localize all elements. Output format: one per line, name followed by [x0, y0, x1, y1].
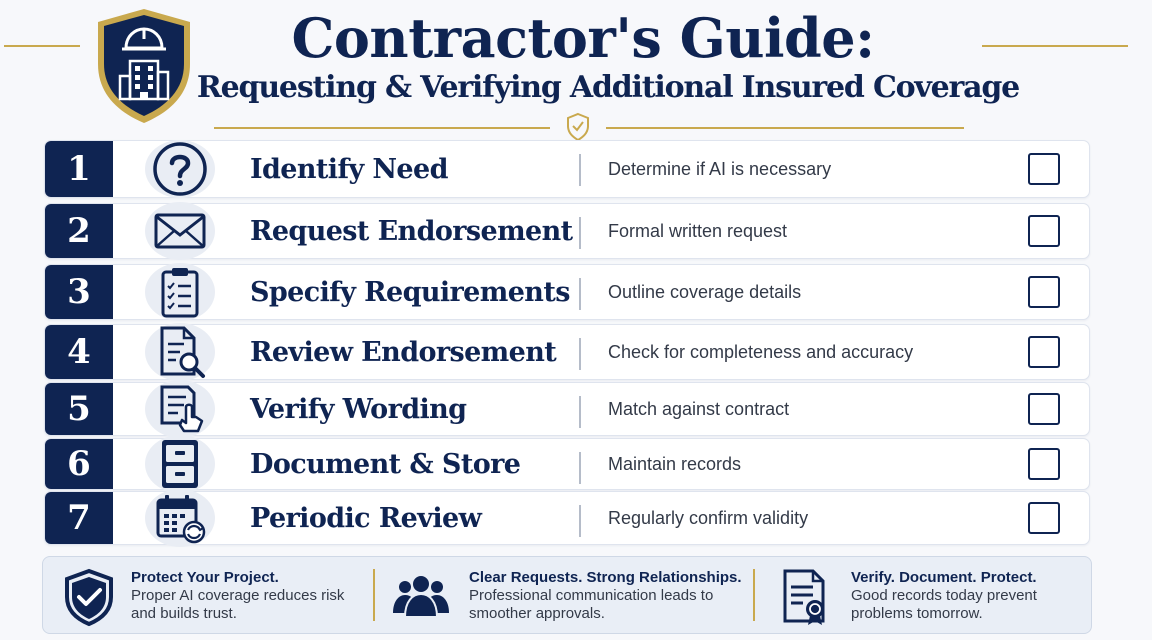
- step-description: Check for completeness and accuracy: [608, 341, 914, 362]
- step-description: Determine if AI is necessary: [608, 158, 832, 179]
- footer-body: Professional communication leads to smoother approvals.: [469, 587, 714, 622]
- certificate-document-icon: [777, 567, 837, 627]
- divider: [579, 217, 581, 249]
- step-description: Outline coverage details: [608, 281, 802, 302]
- divider: [579, 452, 581, 484]
- step-row: [44, 264, 1090, 320]
- step-checkbox[interactable]: [1028, 336, 1060, 368]
- footer-divider: [373, 569, 375, 621]
- step-description: Match against contract: [608, 398, 790, 419]
- step-title: Identify Need: [250, 153, 448, 185]
- document-pointer-icon: [152, 381, 208, 437]
- step-number: 7: [45, 492, 113, 544]
- footer-divider: [753, 569, 755, 621]
- step-number: 5: [45, 383, 113, 435]
- step-checkbox[interactable]: [1028, 276, 1060, 308]
- footer-heading: Verify. Document. Protect.: [851, 569, 1037, 586]
- step-row: [44, 140, 1090, 198]
- divider: [579, 278, 581, 310]
- divider: [579, 154, 581, 186]
- footer-item-requests: [379, 557, 751, 633]
- step-description: Formal written request: [608, 220, 788, 241]
- subtitle-right-rule: [606, 127, 964, 129]
- step-number: 4: [45, 325, 113, 379]
- footer-heading: Protect Your Project.: [131, 569, 279, 586]
- step-row: [44, 438, 1090, 490]
- step-description: Regularly confirm validity: [608, 507, 809, 528]
- step-checkbox[interactable]: [1028, 448, 1060, 480]
- footer-item-verify: [759, 557, 1089, 633]
- clipboard-checklist-icon: [152, 264, 208, 320]
- step-title: Review Endorsement: [250, 336, 557, 368]
- shield-check-icon: [59, 567, 119, 627]
- calendar-refresh-icon: [152, 490, 208, 546]
- file-cabinet-icon: [152, 436, 208, 492]
- step-number: 2: [45, 204, 113, 258]
- page-title: Contractor's Guide:: [291, 6, 875, 70]
- shield-check-divider-icon: [566, 112, 590, 142]
- step-row: [44, 203, 1090, 259]
- step-number: 6: [45, 439, 113, 489]
- people-group-icon: [391, 567, 451, 627]
- step-title: Document & Store: [250, 448, 521, 480]
- divider: [579, 505, 581, 537]
- document-magnifier-icon: [152, 324, 208, 380]
- footer-body: Proper AI coverage reduces risk and builds trust.: [131, 587, 345, 622]
- footer-body: Good records today prevent problems tomorrow.: [851, 587, 1037, 622]
- step-row: [44, 491, 1090, 545]
- footer-item-protect: [43, 557, 373, 633]
- step-row: [44, 324, 1090, 380]
- step-checkbox[interactable]: [1028, 393, 1060, 425]
- envelope-icon: [152, 203, 208, 259]
- step-row: [44, 382, 1090, 436]
- page-subtitle: Requesting & Verifying Additional Insured Coverage: [196, 70, 1020, 105]
- footer-heading: Clear Requests. Strong Relationships.: [469, 569, 742, 586]
- divider: [579, 396, 581, 428]
- step-number: 1: [45, 141, 113, 197]
- subtitle-left-rule: [214, 127, 550, 129]
- step-description: Maintain records: [608, 453, 742, 474]
- step-title: Periodic Review: [250, 502, 482, 534]
- step-title: Verify Wording: [250, 393, 467, 425]
- step-checkbox[interactable]: [1028, 153, 1060, 185]
- step-checkbox[interactable]: [1028, 502, 1060, 534]
- step-checkbox[interactable]: [1028, 215, 1060, 247]
- divider: [579, 338, 581, 370]
- question-mark-icon: [152, 141, 208, 197]
- step-number: 3: [45, 265, 113, 319]
- footer-banner: [42, 556, 1092, 634]
- step-title: Request Endorsement: [250, 215, 573, 247]
- step-title: Specify Requirements: [250, 276, 570, 308]
